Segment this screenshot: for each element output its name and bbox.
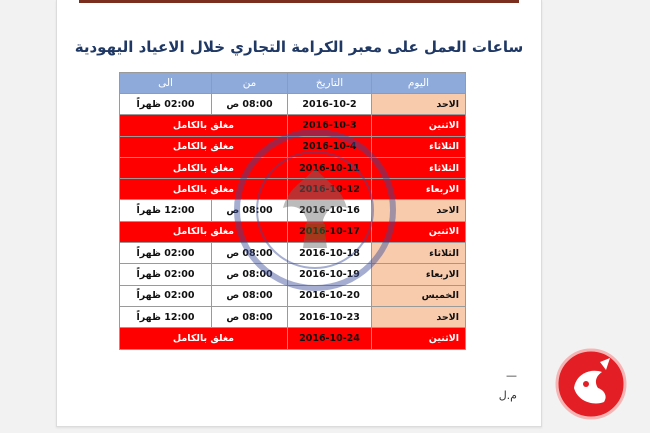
footer [499, 366, 517, 406]
cell-from: 08:00 ص [212, 264, 288, 285]
cell-to: 02:00 ظهراً [120, 243, 212, 264]
cell-date: 2016-10-20 [288, 285, 372, 306]
cell-date: 2016-10-17 [288, 221, 372, 242]
cell-day: الخميس [372, 285, 466, 306]
table-row [120, 285, 466, 306]
cell-status-closed: مغلق بالكامل [120, 157, 288, 178]
cell-day: الاحد [372, 94, 466, 115]
column-header-to: الى [120, 73, 212, 94]
cell-date: 2016-10-3 [288, 115, 372, 136]
author-signature: م.ل [498, 389, 517, 402]
table-row [120, 179, 466, 200]
cell-to: 12:00 ظهراً [120, 200, 212, 221]
table-row [120, 94, 466, 115]
table-row [120, 136, 466, 157]
cell-from: 08:00 ص [212, 94, 288, 115]
table-row [120, 264, 466, 285]
cell-to: 02:00 ظهراً [120, 94, 212, 115]
cell-from: 08:00 ص [212, 285, 288, 306]
cell-date: 2016-10-4 [288, 136, 372, 157]
column-header-from: من [212, 73, 288, 94]
cell-from: 08:00 ص [212, 243, 288, 264]
cell-day: الاحد [372, 306, 466, 327]
cell-day: الثلاثاء [372, 243, 466, 264]
cell-date: 2016-10-19 [288, 264, 372, 285]
cell-day: الاربعاء [372, 264, 466, 285]
cell-date: 2016-10-2 [288, 94, 372, 115]
column-header-date: التاريخ [288, 73, 372, 94]
cell-status-closed: مغلق بالكامل [120, 115, 288, 136]
cell-day: الاثنين [372, 221, 466, 242]
cell-status-closed: مغلق بالكامل [120, 221, 288, 242]
cell-status-closed: مغلق بالكامل [120, 179, 288, 200]
column-header-day: اليوم [372, 73, 466, 94]
table-row [120, 157, 466, 178]
cell-to: 02:00 ظهراً [120, 264, 212, 285]
cell-to: 12:00 ظهراً [120, 306, 212, 327]
table-row [120, 200, 466, 221]
cell-status-closed: مغلق بالكامل [120, 328, 288, 349]
top-accent-bar [79, 0, 519, 3]
cell-date: 2016-10-16 [288, 200, 372, 221]
article-card [56, 0, 542, 427]
cell-to: 02:00 ظهراً [120, 285, 212, 306]
news-agency-logo-icon [554, 348, 628, 420]
cell-day: الاحد [372, 200, 466, 221]
cell-date: 2016-10-24 [288, 328, 372, 349]
cell-date: 2016-10-11 [288, 157, 372, 178]
table-row [120, 221, 466, 242]
footer-dash: — [506, 369, 517, 382]
cell-date: 2016-10-12 [288, 179, 372, 200]
cell-day: الاثنين [372, 115, 466, 136]
cell-from: 08:00 ص [212, 200, 288, 221]
table-row [120, 243, 466, 264]
cell-date: 2016-10-23 [288, 306, 372, 327]
table-row [120, 306, 466, 327]
table-header-row [120, 73, 466, 94]
page-title: ساعات العمل على معبر الكرامة التجاري خلال الاعياد اليهودية [74, 38, 524, 56]
cell-from: 08:00 ص [212, 306, 288, 327]
cell-day: الاربعاء [372, 179, 466, 200]
cell-day: الثلاثاء [372, 157, 466, 178]
cell-status-closed: مغلق بالكامل [120, 136, 288, 157]
cell-day: الثلاثاء [372, 136, 466, 157]
cell-day: الاثنين [372, 328, 466, 349]
table-row [120, 328, 466, 349]
cell-date: 2016-10-18 [288, 243, 372, 264]
schedule-table [119, 72, 466, 350]
table-row [120, 115, 466, 136]
